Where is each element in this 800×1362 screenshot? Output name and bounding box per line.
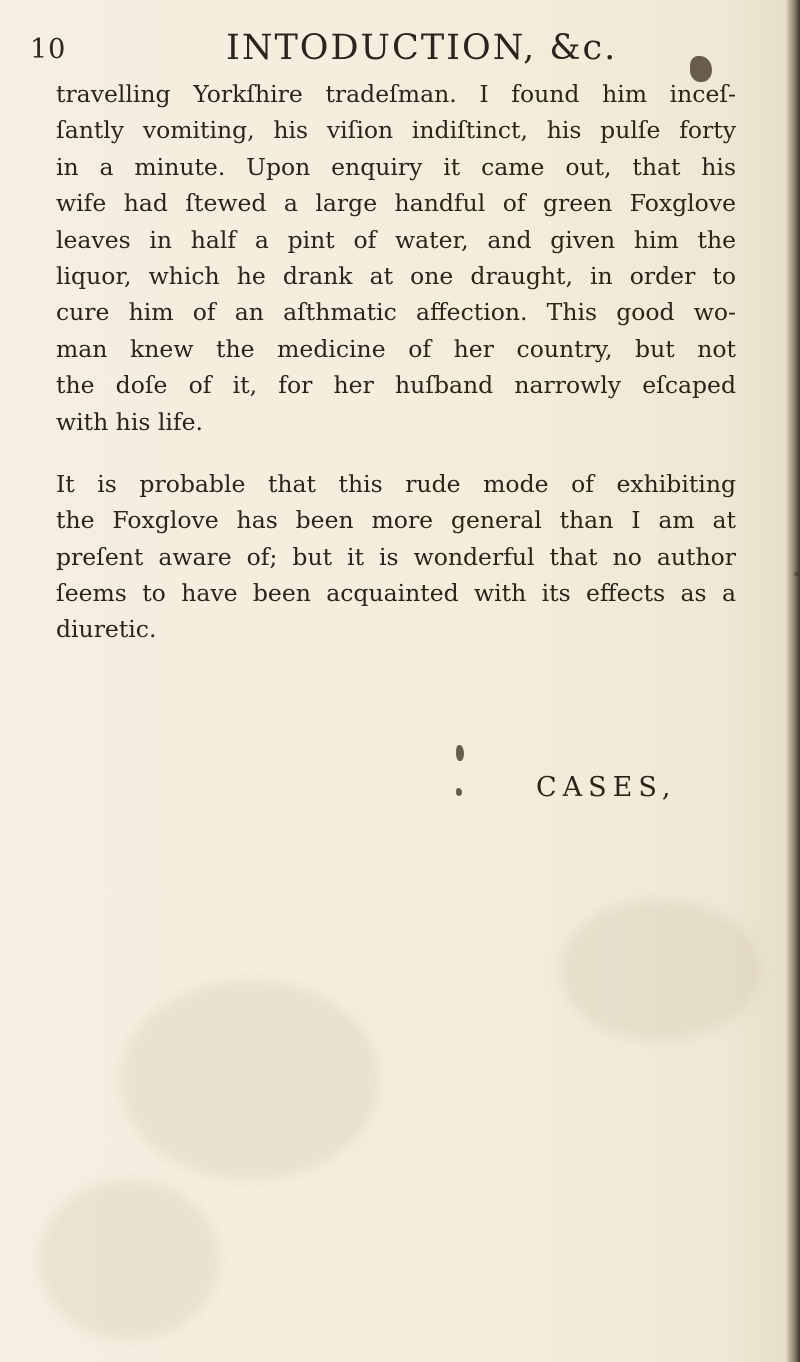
text-line: It is probable that this rude mode of exhibiting xyxy=(56,469,736,498)
text-line: wife had ſtewed a large handful of green Foxglove xyxy=(56,189,736,218)
page-number: 10 xyxy=(30,34,67,65)
paper-stain xyxy=(40,1180,220,1340)
text-line: ſeems to have been acquainted with its effects as a xyxy=(56,579,736,608)
paragraph-gap xyxy=(56,440,736,466)
text-line: man knew the medicine of her country, but not xyxy=(56,334,736,363)
text-line: with his life. xyxy=(56,407,203,436)
text-line: ſantly vomiting, his viſion indiſtinct, his pulſe forty xyxy=(56,116,736,145)
paragraph-2 xyxy=(56,466,736,648)
text-line: preſent aware of; but it is wonderful that no author xyxy=(56,542,736,571)
text-line: the doſe of it, for her huſband narrowly eſcaped xyxy=(56,371,736,400)
paragraph-1 xyxy=(56,76,736,440)
catchword: CASES, xyxy=(536,772,677,803)
page-edge-shadow xyxy=(786,0,800,1362)
text-line: in a minute. Upon enquiry it came out, that his xyxy=(56,152,736,181)
page-header xyxy=(30,28,750,80)
ink-speck xyxy=(794,572,800,576)
text-line: liquor, which he drank at one draught, in order to xyxy=(56,261,736,290)
running-head: INTODUCTION, &c. xyxy=(226,28,618,68)
text-line: cure him of an aſthmatic affection. This good wo- xyxy=(56,298,736,327)
text-line: the Foxglove has been more general than I am at xyxy=(56,506,736,535)
text-line: travelling Yorkſhire tradeſman. I found him inceſ- xyxy=(56,80,736,108)
ink-speck xyxy=(456,745,464,761)
text-line: leaves in half a pint of water, and given him the xyxy=(56,225,736,254)
text-line: diuretic. xyxy=(56,615,157,644)
ink-speck xyxy=(456,788,462,796)
body-text xyxy=(56,76,736,648)
paper-stain xyxy=(120,980,380,1180)
paper-stain xyxy=(560,900,760,1040)
